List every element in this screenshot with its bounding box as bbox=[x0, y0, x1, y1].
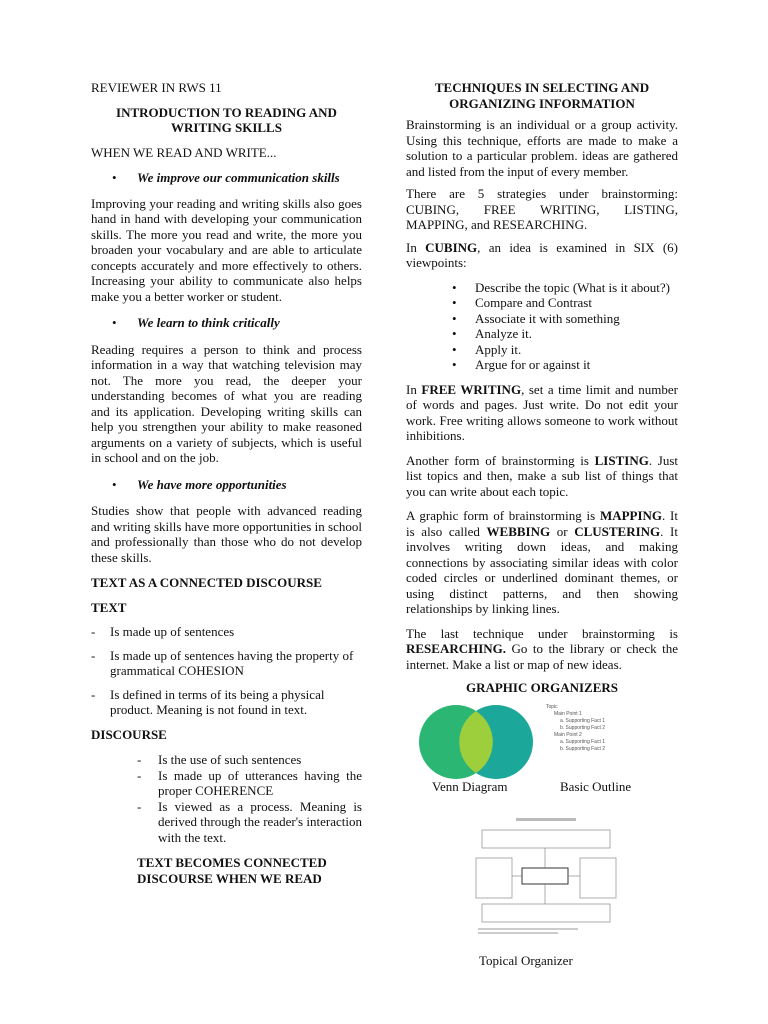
text-item-2: - Is made up of sentences having the property of grammatical COHESION bbox=[91, 648, 362, 679]
brainstorming-paragraph: Brainstorming is an individual or a group activity. Using this technique, efforts are made to make a solution to a particular problem. ideas are gathered and listed from the input of every member. bbox=[406, 117, 678, 179]
topical-organizer-image bbox=[472, 816, 620, 940]
discourse-item-2: - Is made up of utterances having the proper COHERENCE bbox=[137, 768, 362, 799]
listing-pre: Another form of brainstorming is bbox=[406, 452, 595, 468]
res-pre: The last technique under brainstorming is bbox=[406, 625, 678, 641]
bullet-communication: • We improve our communication skills bbox=[91, 170, 362, 186]
mapping-paragraph bbox=[406, 508, 678, 617]
venn-diagram-image bbox=[416, 702, 538, 782]
outline-topic: Topic bbox=[546, 703, 558, 710]
map-word-webbing: WEBBING bbox=[486, 523, 551, 539]
map-text-2: . It is also called bbox=[406, 508, 678, 539]
res-word: RESEARCHING. bbox=[406, 641, 507, 656]
topical-title-line bbox=[516, 818, 576, 821]
bullet-opportunities: • We have more opportunities bbox=[91, 477, 362, 493]
free-writing-paragraph bbox=[406, 382, 678, 444]
left-column bbox=[91, 80, 362, 886]
listing-post: . Just list topics and then, make a sub list of things that you can write about each topic. bbox=[406, 452, 678, 499]
text-item-1: - Is made up of sentences bbox=[91, 624, 362, 640]
discourse-heading: DISCOURSE bbox=[91, 726, 167, 742]
opportunities-paragraph: Studies show that people with advanced reading and writing skills have more opportunities in school and professionally than those who do not develop these skills. bbox=[91, 503, 362, 565]
basic-outline-image bbox=[546, 704, 648, 768]
discourse-list bbox=[137, 752, 362, 845]
text-heading: TEXT bbox=[91, 599, 127, 615]
communication-paragraph: Improving your reading and writing skills also goes hand in hand with developing your communication skills. The more you read and write, the more you broaden your vocabulary and are able to articulate concepts accurately and more effectively to others. Increasing your ability to communicate also helps make you a better worker or student. bbox=[91, 195, 362, 304]
organizer-figures bbox=[406, 702, 678, 812]
outline-caption: Basic Outline bbox=[560, 778, 632, 794]
fw-pre: In bbox=[406, 381, 422, 397]
outline-fact-1a: a. Supporting Fact 1 bbox=[560, 717, 606, 724]
cubing-item-3: • Associate it with something bbox=[452, 311, 678, 327]
listing-word: LISTING bbox=[594, 452, 649, 468]
cubing-post: , an idea is examined in SIX (6) viewpoints: bbox=[406, 239, 678, 270]
venn-caption: Venn Diagram bbox=[432, 778, 508, 794]
cubing-item-2: • Compare and Contrast bbox=[452, 295, 678, 311]
map-text-3: or bbox=[550, 523, 575, 539]
section-title-connected-discourse: TEXT AS A CONNECTED DISCOURSE bbox=[91, 575, 322, 590]
map-word-mapping: MAPPING bbox=[599, 508, 663, 523]
cubing-paragraph bbox=[406, 240, 678, 271]
reviewer-header: REVIEWER IN RWS 11 bbox=[91, 80, 222, 95]
cubing-item-1: • Describe the topic (What is it about?) bbox=[452, 280, 678, 296]
outline-main-point-1: Main Point 1 bbox=[554, 710, 582, 717]
when-heading: WHEN WE READ AND WRITE... bbox=[91, 144, 277, 160]
right-column bbox=[406, 80, 678, 812]
outline-main-point-2: Main Point 2 bbox=[554, 731, 582, 738]
strategies-paragraph: There are 5 strategies under brainstorming: CUBING, FREE WRITING, LISTING, MAPPING, and RESEARCHING. bbox=[406, 186, 678, 232]
res-post: Go to the library or check the internet. Make a list or map of new ideas. bbox=[406, 641, 678, 672]
outline-fact-2b: b. Supporting Fact 2 bbox=[560, 745, 606, 752]
graphic-organizers-title: GRAPHIC ORGANIZERS bbox=[465, 680, 619, 695]
researching-paragraph bbox=[406, 626, 678, 673]
cubing-list bbox=[452, 280, 678, 373]
techniques-title: TECHNIQUES IN SELECTING AND ORGANIZING INFORMATION bbox=[434, 80, 650, 111]
map-text-1: A graphic form of brainstorming is bbox=[406, 508, 600, 523]
cubing-item-5: • Apply it. bbox=[452, 342, 678, 358]
discourse-item-1: - Is the use of such sentences bbox=[137, 752, 362, 768]
bullet-critical-thinking: • We learn to think critically bbox=[91, 315, 362, 331]
map-text-4: . It involves writing down ideas, and making connections by associating similar ideas with color coded circles or underlined dominant themes, or using distinct patterns, and then showing relationships by linking lines. bbox=[406, 523, 678, 616]
map-word-clustering: CLUSTERING bbox=[574, 523, 661, 539]
fw-post: , set a time limit and number of words and pages. Just write. Do not edit your work. Free writing allows someone to work without inhibitions. bbox=[406, 381, 678, 443]
listing-paragraph bbox=[406, 453, 678, 500]
text-item-3: - Is defined in terms of its being a physical product. Meaning is not found in text. bbox=[91, 687, 362, 718]
critical-thinking-paragraph: Reading requires a person to think and process information in a way that watching television may not. The more you read, the deeper your understanding becomes of what you are reading and its application. Developing writing skills can help you strengthen your ability to make reasoned arguments on a variety of subjects, which is useful in school and on the job. bbox=[91, 341, 362, 465]
outline-fact-2a: a. Supporting Fact 1 bbox=[560, 738, 606, 745]
outline-fact-1b: b. Supporting Fact 2 bbox=[560, 724, 606, 731]
cubing-item-4: • Analyze it. bbox=[452, 326, 678, 342]
cubing-item-6: • Argue for or against it bbox=[452, 357, 678, 373]
intro-title: INTRODUCTION TO READING AND WRITING SKILLS bbox=[116, 104, 337, 135]
cubing-pre: In bbox=[406, 239, 426, 255]
discourse-item-3: - Is viewed as a process. Meaning is derived through the reader's interaction with the text. bbox=[137, 799, 362, 846]
closing-statement: TEXT BECOMES CONNECTED DISCOURSE WHEN WE READ bbox=[137, 855, 327, 886]
topical-caption: Topical Organizer bbox=[479, 953, 573, 968]
cubing-word: CUBING bbox=[425, 239, 478, 255]
fw-word: FREE WRITING bbox=[421, 381, 522, 397]
